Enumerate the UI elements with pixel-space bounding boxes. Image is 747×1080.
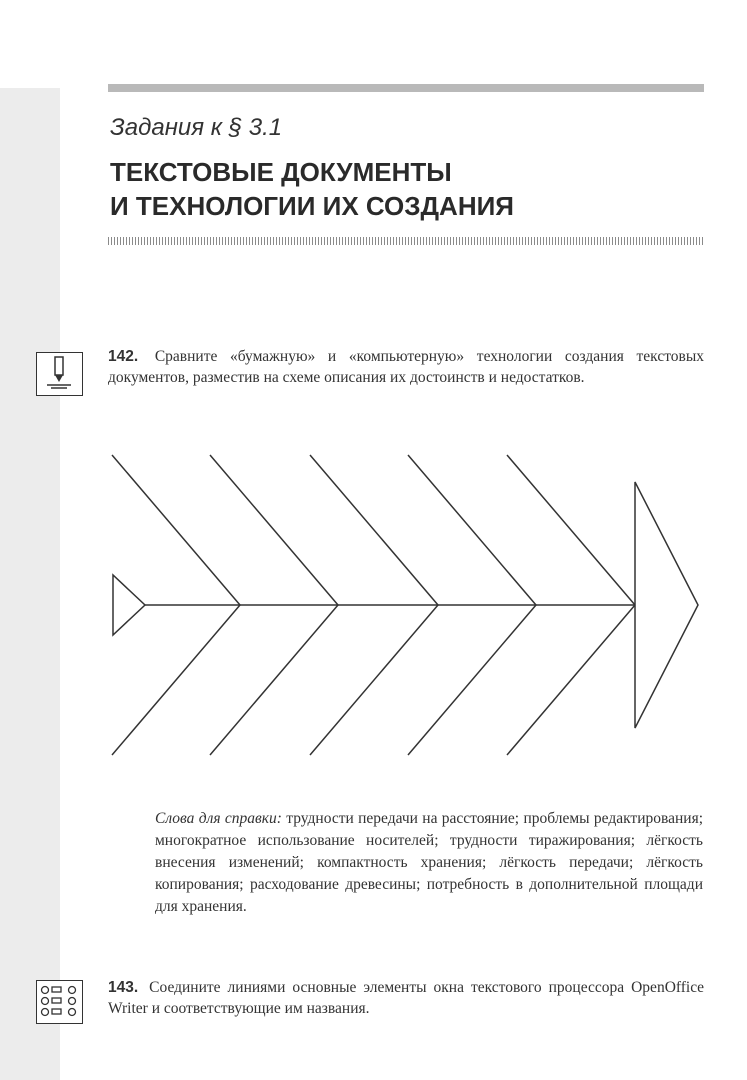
fishbone-tail: [113, 575, 145, 635]
pencil-drawing-icon: [36, 352, 83, 396]
reference-lead: Слова для справки:: [155, 810, 282, 827]
fishbone-head: [635, 482, 698, 728]
reference-words: [155, 808, 703, 918]
fishbone-diagram: [100, 445, 705, 760]
task-number: 143.: [108, 979, 139, 996]
section-title: [110, 155, 514, 223]
task-number: 142.: [108, 348, 139, 365]
dashed-rule: [108, 237, 704, 245]
page-margin-band: [0, 88, 60, 1080]
task-text: Соедините линиями основные элементы окна текстового процессора OpenOffice Writer и соответствующие им названия.: [108, 979, 704, 1017]
task-142: [108, 346, 704, 388]
task-text: Сравните «бумажную» и «компьютерную» технологии создания текстовых документов, разместив на схеме описания их достоинств и недостатков.: [108, 348, 705, 386]
reference-text: трудности передачи на расстояние; проблемы редактирования; многократное использование носителей; трудности тиражирования; лёгкость внесения изменений; компактность хранения; лёгкость передачи; лёгкость копирования; расходование древесины; потребность в дополнительной площади для хранения.: [155, 810, 704, 915]
section-title-line-2: И ТЕХНОЛОГИИ ИХ СОЗДАНИЯ: [110, 191, 514, 221]
top-rule: [108, 84, 704, 92]
section-subtitle: Задания к § 3.1: [110, 114, 283, 141]
matching-lines-icon: [36, 980, 83, 1024]
task-143: [108, 977, 704, 1019]
section-title-line-1: ТЕКСТОВЫЕ ДОКУМЕНТЫ: [110, 157, 452, 187]
